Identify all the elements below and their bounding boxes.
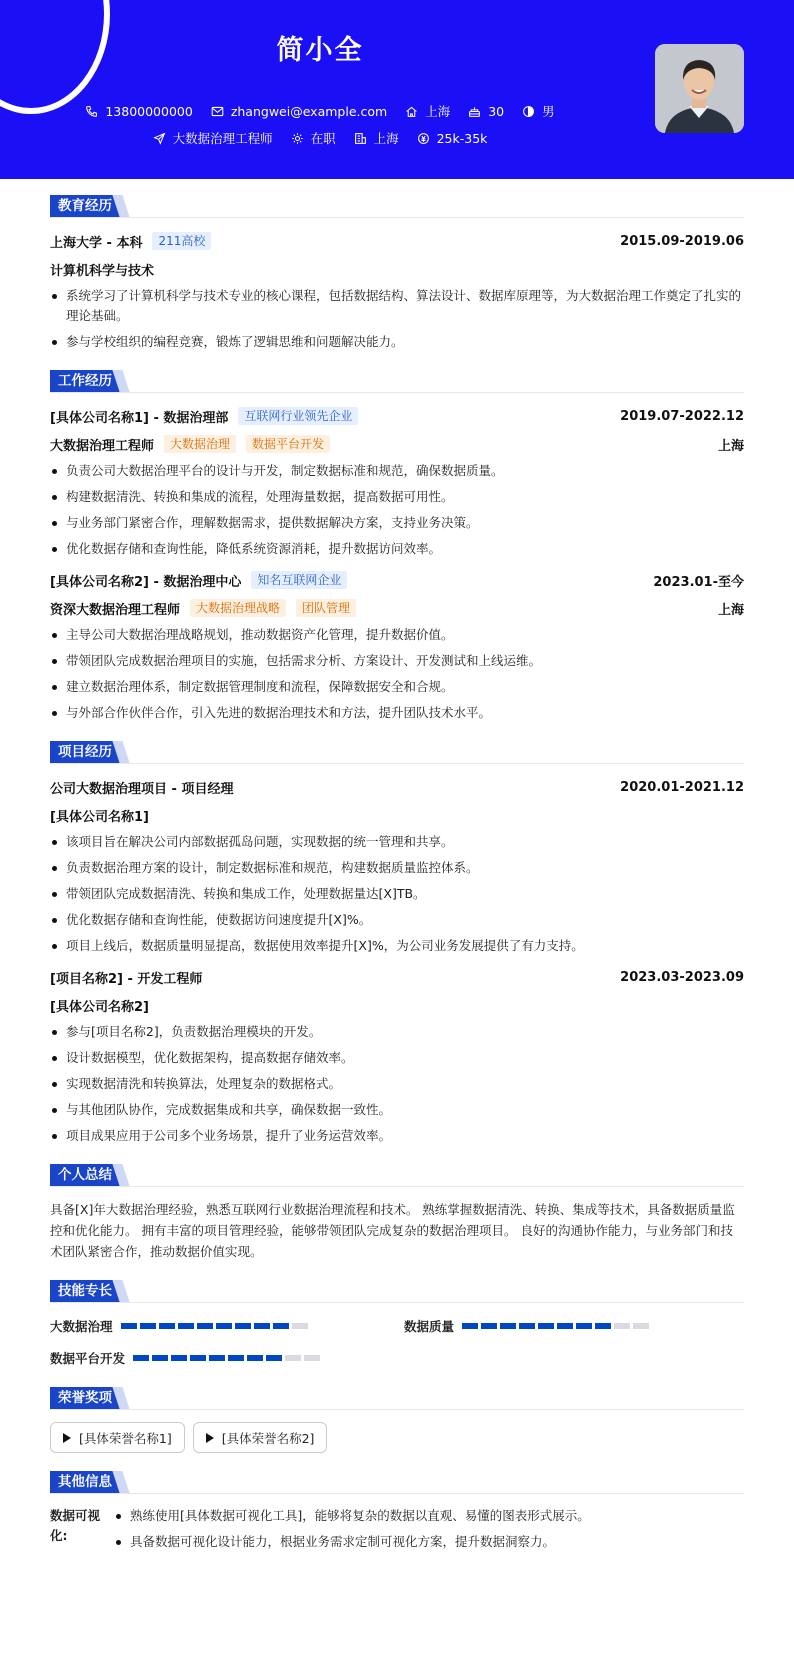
skill-segment-filled xyxy=(273,1323,289,1329)
job-date: 2019.07-2022.12 xyxy=(620,408,744,424)
target-job-item xyxy=(153,129,273,147)
list-item: 优化数据存储和查询性能，使数据访问速度提升[X]%。 xyxy=(50,910,744,930)
target-city-item xyxy=(354,129,399,147)
skill-segment-filled xyxy=(171,1355,187,1361)
project-name: [项目名称2] - 开发工程师 xyxy=(50,971,203,987)
company-tag: 互联网行业领先企业 xyxy=(238,407,358,425)
skill-level-bar xyxy=(462,1323,652,1329)
section-title xyxy=(50,1471,744,1494)
section-title xyxy=(50,741,744,764)
skill-segment-filled xyxy=(247,1355,263,1361)
target-job-text: 大数据治理工程师 xyxy=(172,131,273,146)
skill-segment-filled xyxy=(500,1323,516,1329)
award-label: [具体荣誉名称2] xyxy=(221,1430,315,1446)
education-bullets xyxy=(50,286,744,352)
phone-text: 13800000000 xyxy=(105,103,193,119)
list-item: 主导公司大数据治理战略规划，推动数据资产化管理，提升数据价值。 xyxy=(50,625,744,645)
play-icon xyxy=(206,1433,214,1443)
list-item: 与外部合作伙伴合作，引入先进的数据治理技术和方法，提升团队技术水平。 xyxy=(50,703,744,723)
section-title-label: 工作经历 xyxy=(50,370,120,392)
skill-segment-filled xyxy=(133,1355,149,1361)
award-item[interactable] xyxy=(50,1422,185,1453)
salary-item xyxy=(417,131,488,146)
job-bullets xyxy=(50,625,744,723)
other-bullets xyxy=(114,1506,744,1558)
list-item: 参与[项目名称2]，负责数据治理模块的开发。 xyxy=(50,1022,744,1042)
avatar xyxy=(655,44,744,133)
email-item xyxy=(211,104,387,119)
major-name: 计算机科学与技术 xyxy=(50,263,155,279)
cake-icon xyxy=(468,105,481,118)
phone-item xyxy=(85,104,192,119)
job-date: 2023.01-至今 xyxy=(653,574,744,590)
project-bullets xyxy=(50,1022,744,1146)
skill-level-bar xyxy=(133,1355,323,1361)
section-title xyxy=(50,370,744,393)
other-section xyxy=(50,1471,744,1568)
list-item: 该项目旨在解决公司内部数据孤岛问题，实现数据的统一管理和共享。 xyxy=(50,832,744,852)
list-item: 负责公司大数据治理平台的设计与开发，制定数据标准和规范，确保数据质量。 xyxy=(50,461,744,481)
skill-segment-empty xyxy=(633,1323,649,1329)
school-name: 上海大学 - 本科 xyxy=(50,235,143,251)
list-item: 构建数据清洗、转换和集成的流程，处理海量数据，提高数据可用性。 xyxy=(50,487,744,507)
send-icon xyxy=(153,132,166,145)
job-role-row xyxy=(50,433,744,455)
job-location: 上海 xyxy=(717,438,744,454)
skill-segment-filled xyxy=(140,1323,156,1329)
major-row xyxy=(50,258,744,280)
skill-name: 数据平台开发 xyxy=(50,1351,126,1366)
skill-segment-filled xyxy=(228,1355,244,1361)
list-item: 建立数据治理体系，制定数据管理制度和流程，保障数据安全和合规。 xyxy=(50,677,744,697)
skill-segment-filled xyxy=(254,1323,270,1329)
other-label: 数据可视化: xyxy=(50,1508,101,1543)
skill-segment-filled xyxy=(216,1323,232,1329)
awards-list xyxy=(50,1422,744,1453)
project-company: [具体公司名称1] xyxy=(50,809,149,825)
job-location: 上海 xyxy=(717,602,744,618)
skill-segment-filled xyxy=(266,1355,282,1361)
skill-segment-filled xyxy=(538,1323,554,1329)
company-name: [具体公司名称1] - 数据治理部 xyxy=(50,410,229,426)
project-company-row xyxy=(50,994,744,1016)
project-header-row xyxy=(50,776,744,798)
project-company-row xyxy=(50,804,744,826)
city-text: 上海 xyxy=(425,104,451,119)
skill-segment-filled xyxy=(462,1323,478,1329)
skill-segment-filled xyxy=(209,1355,225,1361)
skill-level-bar xyxy=(121,1323,311,1329)
education-header-row xyxy=(50,230,744,252)
list-item: 带领团队完成数据治理项目的实施，包括需求分析、方案设计、开发测试和上线运维。 xyxy=(50,651,744,671)
job-role: 大数据治理工程师 xyxy=(50,438,155,454)
skill-segment-filled xyxy=(576,1323,592,1329)
phone-icon xyxy=(85,105,98,118)
company-name: [具体公司名称2] - 数据治理中心 xyxy=(50,574,242,590)
gear-icon xyxy=(291,132,304,145)
skill-segment-filled xyxy=(557,1323,573,1329)
skills-section xyxy=(50,1280,744,1377)
email-text: zhangwei@example.com xyxy=(230,103,388,119)
city-item xyxy=(405,102,450,120)
project-company: [具体公司名称2] xyxy=(50,999,149,1015)
salary-text: 25k-35k xyxy=(436,130,488,146)
job-role-row xyxy=(50,597,744,619)
list-item: 项目成果应用于公司多个业务场景，提升了业务运营效率。 xyxy=(50,1126,744,1146)
status-item xyxy=(291,129,336,147)
section-title-label: 技能专长 xyxy=(50,1280,120,1302)
job-header-row xyxy=(50,405,744,427)
company-tag: 知名互联网企业 xyxy=(251,571,347,589)
skill-item xyxy=(50,1349,323,1367)
section-title xyxy=(50,1387,744,1410)
project-date: 2023.03-2023.09 xyxy=(620,969,744,985)
skill-segment-filled xyxy=(595,1323,611,1329)
home-icon xyxy=(405,105,418,118)
gender-text: 男 xyxy=(542,104,555,119)
other-info xyxy=(50,1506,744,1568)
age-item xyxy=(468,104,504,119)
project-header-row xyxy=(50,966,744,988)
list-item: 带领团队完成数据清洗、转换和集成工作，处理数据量达[X]TB。 xyxy=(50,884,744,904)
skill-segment-filled xyxy=(178,1323,194,1329)
skill-segment-empty xyxy=(292,1323,308,1329)
skill-segment-filled xyxy=(481,1323,497,1329)
list-item: 项目上线后，数据质量明显提高，数据使用效率提升[X]%，为公司业务发展提供了有力支持。 xyxy=(50,936,744,956)
projects-section xyxy=(50,741,744,1146)
award-label: [具体荣誉名称1] xyxy=(79,1430,172,1446)
skill-segment-empty xyxy=(304,1355,320,1361)
role-tag: 大数据治理战略 xyxy=(190,599,286,617)
skill-segment-filled xyxy=(159,1323,175,1329)
summary-section xyxy=(50,1164,744,1262)
list-item: 参与学校组织的编程竞赛，锻炼了逻辑思维和问题解决能力。 xyxy=(50,332,744,352)
list-item: 负责数据治理方案的设计，制定数据标准和规范，构建数据质量监控体系。 xyxy=(50,858,744,878)
list-item: 熟练使用[具体数据可视化工具]，能够将复杂的数据以直观、易懂的图表形式展示。 xyxy=(114,1506,744,1526)
project-date: 2020.01-2021.12 xyxy=(620,779,744,795)
list-item: 优化数据存储和查询性能，降低系统资源消耗，提升数据访问效率。 xyxy=(50,539,744,559)
gender-item xyxy=(522,102,555,120)
education-date: 2015.09-2019.06 xyxy=(620,233,744,249)
money-icon xyxy=(417,132,430,145)
age-text: 30 xyxy=(488,103,505,119)
skill-segment-empty xyxy=(614,1323,630,1329)
section-title-label: 教育经历 xyxy=(50,195,120,217)
award-item[interactable] xyxy=(193,1422,328,1453)
skill-segment-filled xyxy=(121,1323,137,1329)
list-item: 与其他团队协作，完成数据集成和共享，确保数据一致性。 xyxy=(50,1100,744,1120)
resume-body xyxy=(50,195,744,1586)
building-icon xyxy=(354,132,367,145)
list-item: 系统学习了计算机科学与技术专业的核心课程，包括数据结构、算法设计、数据库原理等，为大数据治理工作奠定了扎实的理论基础。 xyxy=(50,286,744,326)
project-bullets xyxy=(50,832,744,956)
job-bullets xyxy=(50,461,744,559)
summary-text: 具备[X]年大数据治理经验，熟悉互联网行业数据治理流程和技术。 熟练掌握数据清洗、转换、集成等技术，具备数据质量监控和优化能力。 拥有丰富的项目管理经验，能够带领团队完成复杂的数据治理项目。 良好的沟通协作能力，与业务部门和技术团队紧密合作，推动数据价值实现。 xyxy=(50,1202,735,1259)
skill-segment-filled xyxy=(197,1323,213,1329)
skill-segment-filled xyxy=(152,1355,168,1361)
skill-segment-filled xyxy=(519,1323,535,1329)
candidate-name: 简小全 xyxy=(276,35,364,66)
school-tag: 211高校 xyxy=(152,232,211,250)
status-text: 在职 xyxy=(310,131,336,146)
role-tag: 数据平台开发 xyxy=(246,435,330,453)
skill-name: 数据质量 xyxy=(404,1319,455,1334)
resume-header xyxy=(0,0,794,179)
list-item: 实现数据清洗和转换算法，处理复杂的数据格式。 xyxy=(50,1074,744,1094)
project-name: 公司大数据治理项目 - 项目经理 xyxy=(50,781,234,797)
list-item: 具备数据可视化设计能力，根据业务需求定制可视化方案，提升数据洞察力。 xyxy=(114,1532,744,1552)
job-header-row xyxy=(50,569,744,591)
section-title xyxy=(50,195,744,218)
play-icon xyxy=(63,1433,71,1443)
skill-segment-filled xyxy=(190,1355,206,1361)
skill-segment-filled xyxy=(235,1323,251,1329)
gender-icon xyxy=(522,105,535,118)
list-item: 与业务部门紧密合作，理解数据需求，提供数据解决方案，支持业务决策。 xyxy=(50,513,744,533)
role-tag: 大数据治理 xyxy=(164,435,236,453)
skill-item xyxy=(50,1317,311,1335)
role-tag: 团队管理 xyxy=(296,599,356,617)
skill-item xyxy=(404,1317,652,1335)
list-item: 设计数据模型，优化数据架构，提高数据存储效率。 xyxy=(50,1048,744,1068)
job-intent-row xyxy=(0,129,640,147)
section-title xyxy=(50,1280,744,1303)
section-title-label: 其他信息 xyxy=(50,1471,120,1493)
section-title-label: 项目经历 xyxy=(50,741,120,763)
job-role: 资深大数据治理工程师 xyxy=(50,602,181,618)
work-section xyxy=(50,370,744,723)
skill-segment-empty xyxy=(285,1355,301,1361)
skill-name: 大数据治理 xyxy=(50,1319,113,1334)
education-section xyxy=(50,195,744,352)
skills-list xyxy=(50,1315,744,1377)
mail-icon xyxy=(211,105,224,118)
contact-row xyxy=(0,102,640,120)
section-title xyxy=(50,1164,744,1187)
section-title-label: 个人总结 xyxy=(50,1164,120,1186)
awards-section xyxy=(50,1387,744,1453)
section-title-label: 荣誉奖项 xyxy=(50,1387,120,1409)
target-city-text: 上海 xyxy=(373,131,399,146)
